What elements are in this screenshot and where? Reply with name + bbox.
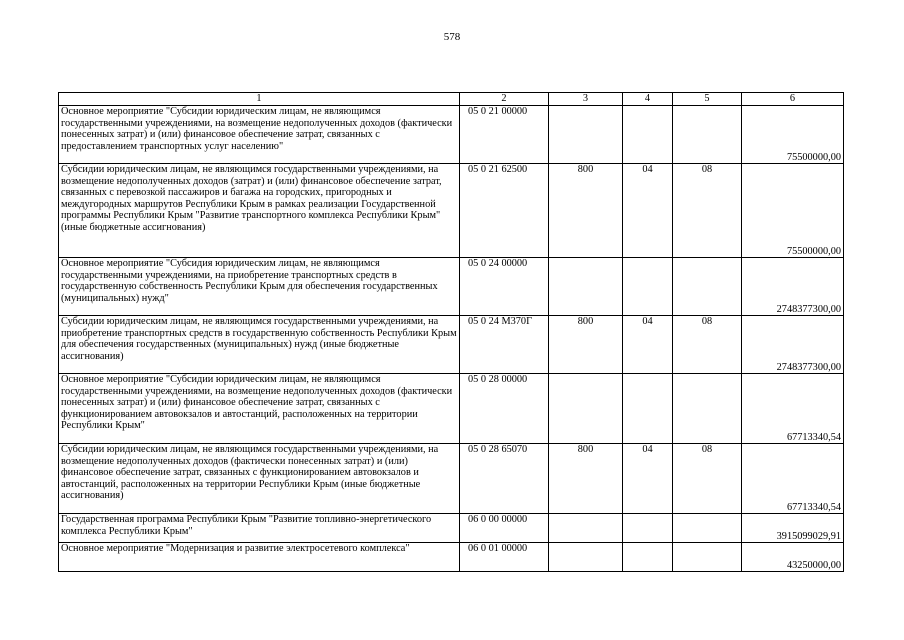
page-number: 578: [443, 31, 461, 43]
row-name: Основное мероприятие "Модернизация и развитие электросетевого комплекса": [59, 543, 460, 572]
table-row: [59, 106, 844, 164]
row-col4: [623, 514, 673, 543]
row-amount: 2748377300,00: [742, 316, 844, 374]
table-row: [59, 444, 844, 514]
row-col4: [623, 258, 673, 316]
row-col3: [549, 543, 623, 572]
table-header-row: [59, 93, 844, 106]
row-col5: 08: [673, 316, 742, 374]
header-cell: 5: [673, 93, 742, 106]
table-row: [59, 543, 844, 572]
row-col4: [623, 543, 673, 572]
row-col3: [549, 374, 623, 444]
row-col3: [549, 258, 623, 316]
row-col5: 08: [673, 164, 742, 258]
row-name: Основное мероприятие "Субсидии юридическим лицам, не являющимся государственными учреждениями, на возмещение недополученных доходов (фактически понесенных затрат) и (или) финансовое обеспечение затрат, связанных с предоставлением транспортных услуг населению": [59, 106, 460, 164]
row-amount: 75500000,00: [742, 164, 844, 258]
row-col3: 800: [549, 316, 623, 374]
row-code: 06 0 00 00000: [460, 514, 549, 543]
header-cell: 1: [59, 93, 460, 106]
row-amount: 67713340,54: [742, 374, 844, 444]
table-row: [59, 258, 844, 316]
table-row: [59, 316, 844, 374]
row-code: 05 0 21 62500: [460, 164, 549, 258]
header-cell: 3: [549, 93, 623, 106]
row-name: Субсидии юридическим лицам, не являющимся государственными учреждениями, на возмещение недополученных доходов (затрат) и (или) финансовое обеспечение затрат, связанных с перевозкой пассажиров и багажа на городских, пригородных и междугородных маршрутов Республики Крым в рамках реализации Государственной программы Республики Крым "Развитие транспортного комплекса Республики Крым" (иные бюджетные ассигнования): [59, 164, 460, 258]
header-cell: 4: [623, 93, 673, 106]
row-code: 05 0 24 00000: [460, 258, 549, 316]
row-col5: [673, 543, 742, 572]
row-col4: 04: [623, 164, 673, 258]
row-amount: 43250000,00: [742, 543, 844, 572]
row-amount: 67713340,54: [742, 444, 844, 514]
row-col5: [673, 514, 742, 543]
row-code: 05 0 28 65070: [460, 444, 549, 514]
row-name: Основное мероприятие "Субсидии юридическим лицам, не являющимся государственными учреждениями, на возмещение недополученных доходов (фактически понесенных затрат) и (или) финансовое обеспечение затрат, связанных с функционированием автовокзалов и автостанций, расположенных на территории Республики Крым": [59, 374, 460, 444]
budget-table: [58, 92, 844, 572]
row-col3: 800: [549, 444, 623, 514]
row-code: 05 0 24 М370Г: [460, 316, 549, 374]
row-name: Государственная программа Республики Крым "Развитие топливно-энергетического комплекса Республики Крым": [59, 514, 460, 543]
row-col5: [673, 258, 742, 316]
row-col3: 800: [549, 164, 623, 258]
row-code: 06 0 01 00000: [460, 543, 549, 572]
row-code: 05 0 28 00000: [460, 374, 549, 444]
header-cell: 2: [460, 93, 549, 106]
row-name: Субсидии юридическим лицам, не являющимся государственными учреждениями, на возмещение недополученных доходов (фактически понесенных затрат) и (или) финансовое обеспечение затрат, связанных с функционированием автовокзалов и автостанций, расположенных на территории Республики Крым (иные бюджетные ассигнования): [59, 444, 460, 514]
row-name: Основное мероприятие "Субсидия юридическим лицам, не являющимся государственными учреждениями, на приобретение транспортных средств в государственную собственность Республики Крым для обеспечения государственных (муниципальных) нужд": [59, 258, 460, 316]
row-col3: [549, 106, 623, 164]
row-name: Субсидии юридическим лицам, не являющимся государственными учреждениями, на приобретение транспортных средств в государственную собственность Республики Крым для обеспечения государственных (муниципальных) нужд (иные бюджетные ассигнования): [59, 316, 460, 374]
row-col4: 04: [623, 444, 673, 514]
header-cell: 6: [742, 93, 844, 106]
row-col4: [623, 106, 673, 164]
row-amount: 2748377300,00: [742, 258, 844, 316]
row-code: 05 0 21 00000: [460, 106, 549, 164]
row-amount: 75500000,00: [742, 106, 844, 164]
row-col3: [549, 514, 623, 543]
row-col4: [623, 374, 673, 444]
table-row: [59, 374, 844, 444]
row-col5: [673, 106, 742, 164]
table-row: [59, 514, 844, 543]
row-col4: 04: [623, 316, 673, 374]
row-col5: [673, 374, 742, 444]
row-amount: 3915099029,91: [742, 514, 844, 543]
row-col5: 08: [673, 444, 742, 514]
table-row: [59, 164, 844, 258]
